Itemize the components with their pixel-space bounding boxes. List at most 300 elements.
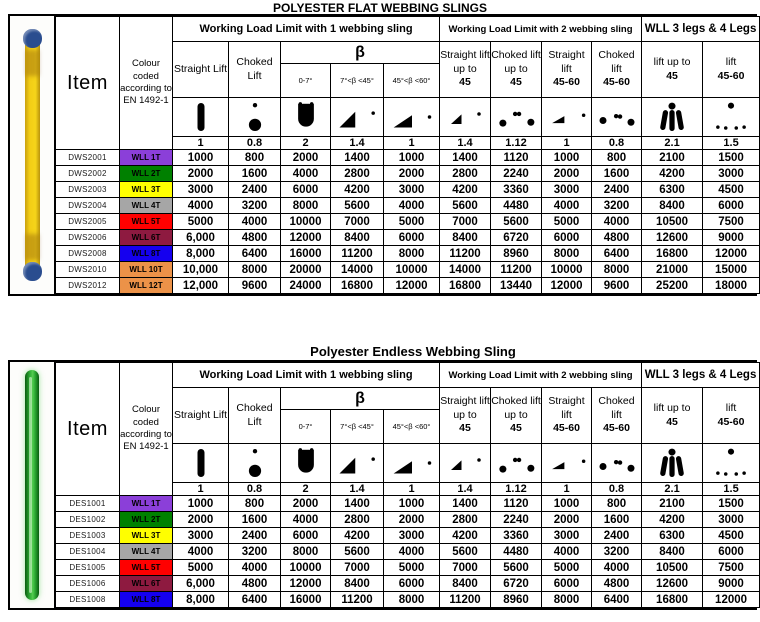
- value-cell: 12000: [542, 278, 592, 294]
- value-cell: 4500: [703, 528, 760, 544]
- value-cell: 1000: [542, 496, 592, 512]
- factor-cell: 2: [281, 483, 331, 496]
- item-header: Item: [56, 363, 120, 496]
- two-leg-straight-45-60-header: Straight lift 45-60: [542, 388, 592, 444]
- value-cell: 4200: [642, 166, 703, 182]
- value-cell: 4000: [173, 198, 229, 214]
- value-cell: 1000: [384, 150, 440, 166]
- item-code: DES1006: [56, 576, 120, 592]
- value-cell: 3200: [592, 198, 642, 214]
- value-cell: 24000: [281, 278, 331, 294]
- wll-badge: WLL 8T: [120, 246, 173, 262]
- value-cell: 3000: [703, 166, 760, 182]
- table-row: [56, 246, 760, 262]
- value-cell: 7000: [440, 214, 491, 230]
- value-cell: 2000: [281, 496, 331, 512]
- yellow-flat-sling-image: [25, 30, 40, 280]
- value-cell: 8,000: [173, 246, 229, 262]
- group1-header: Working Load Limit with 1 webbing sling: [173, 17, 440, 42]
- item-code: DWS2010: [56, 262, 120, 278]
- factor-cell: 2.1: [642, 483, 703, 496]
- table-row: [56, 576, 760, 592]
- value-cell: 8000: [281, 544, 331, 560]
- value-cell: 14000: [440, 262, 491, 278]
- value-cell: 12600: [642, 576, 703, 592]
- choked-lift-icon: [229, 98, 281, 137]
- value-cell: 6000: [384, 230, 440, 246]
- value-cell: 3000: [384, 182, 440, 198]
- value-cell: 7000: [331, 560, 384, 576]
- value-cell: 5000: [173, 214, 229, 230]
- value-cell: 4000: [592, 560, 642, 576]
- endless-sling-photo: [10, 362, 55, 608]
- value-cell: 2000: [281, 150, 331, 166]
- item-code: DWS2002: [56, 166, 120, 182]
- value-cell: 8400: [331, 576, 384, 592]
- basket-45-60-icon: [384, 98, 440, 137]
- value-cell: 3000: [173, 182, 229, 198]
- value-cell: 9000: [703, 230, 760, 246]
- item-code: DWS2008: [56, 246, 120, 262]
- value-cell: 8400: [642, 198, 703, 214]
- factor-cell: 1: [542, 137, 592, 150]
- value-cell: 4800: [229, 230, 281, 246]
- value-cell: 7500: [703, 560, 760, 576]
- value-cell: 4480: [491, 544, 542, 560]
- value-cell: 11200: [440, 592, 491, 608]
- value-cell: 3000: [173, 528, 229, 544]
- value-cell: 6000: [703, 544, 760, 560]
- factor-cell: 1.4: [440, 137, 491, 150]
- value-cell: 10000: [281, 214, 331, 230]
- value-cell: 5000: [384, 214, 440, 230]
- four-leg-icon: [703, 444, 760, 483]
- value-cell: 6400: [592, 592, 642, 608]
- value-cell: 8400: [642, 544, 703, 560]
- endless-sling-title: Polyester Endless Webbing Sling: [310, 344, 516, 359]
- table-row: [56, 278, 760, 294]
- value-cell: 800: [592, 150, 642, 166]
- item-code: DES1008: [56, 592, 120, 608]
- basket-45-60-icon: [384, 444, 440, 483]
- wll-badge: WLL 4T: [120, 198, 173, 214]
- value-cell: 10500: [642, 214, 703, 230]
- value-cell: 4500: [703, 182, 760, 198]
- wll-badge: WLL 6T: [120, 230, 173, 246]
- value-cell: 1120: [491, 496, 542, 512]
- value-cell: 5600: [331, 544, 384, 560]
- value-cell: 6000: [281, 182, 331, 198]
- angle-45-60-header: 45°<β <60°: [384, 64, 440, 98]
- value-cell: 2800: [440, 166, 491, 182]
- value-cell: 20000: [281, 262, 331, 278]
- value-cell: 5000: [542, 560, 592, 576]
- angle-45-60-header: 45°<β <60°: [384, 410, 440, 444]
- two-leg-choked-45-60-icon: [592, 444, 642, 483]
- legs-lift-45-60-header: lift 45-60: [703, 388, 760, 444]
- value-cell: 8000: [229, 262, 281, 278]
- wll-badge: WLL 1T: [120, 150, 173, 166]
- value-cell: 7000: [440, 560, 491, 576]
- item-code: DES1001: [56, 496, 120, 512]
- wll-badge: WLL 5T: [120, 560, 173, 576]
- flat-slings-rows: [56, 150, 760, 294]
- two-leg-choked-45-icon: [491, 444, 542, 483]
- table-row: [56, 592, 760, 608]
- value-cell: 4800: [229, 576, 281, 592]
- value-cell: 4000: [542, 198, 592, 214]
- value-cell: 8000: [384, 592, 440, 608]
- value-cell: 10000: [384, 262, 440, 278]
- value-cell: 10500: [642, 560, 703, 576]
- value-cell: 6,000: [173, 230, 229, 246]
- value-cell: 8960: [491, 246, 542, 262]
- value-cell: 16000: [281, 246, 331, 262]
- value-cell: 2000: [542, 512, 592, 528]
- endless-sling-rows: [56, 496, 760, 608]
- choked-lift-icon: [229, 444, 281, 483]
- flat-slings-grid: [55, 16, 760, 294]
- factor-cell: 1.5: [703, 137, 760, 150]
- factor-cell: 1: [542, 483, 592, 496]
- value-cell: 2800: [440, 512, 491, 528]
- value-cell: 2800: [331, 512, 384, 528]
- value-cell: 3200: [592, 544, 642, 560]
- value-cell: 14000: [331, 262, 384, 278]
- group1-header: Working Load Limit with 1 webbing sling: [173, 363, 440, 388]
- value-cell: 16800: [642, 246, 703, 262]
- value-cell: 2000: [542, 166, 592, 182]
- two-leg-straight-45-icon: [440, 98, 491, 137]
- value-cell: 8400: [440, 230, 491, 246]
- value-cell: 12,000: [173, 278, 229, 294]
- value-cell: 2240: [491, 166, 542, 182]
- item-code: DWS2003: [56, 182, 120, 198]
- wll-badge: WLL 10T: [120, 262, 173, 278]
- value-cell: 4480: [491, 198, 542, 214]
- value-cell: 16000: [281, 592, 331, 608]
- table-row: [56, 150, 760, 166]
- table-row: [56, 198, 760, 214]
- value-cell: 1600: [592, 512, 642, 528]
- value-cell: 2100: [642, 150, 703, 166]
- value-cell: 7500: [703, 214, 760, 230]
- value-cell: 25200: [642, 278, 703, 294]
- value-cell: 1600: [229, 166, 281, 182]
- value-cell: 3200: [229, 544, 281, 560]
- value-cell: 2400: [229, 528, 281, 544]
- value-cell: 2100: [642, 496, 703, 512]
- item-code: DWS2004: [56, 198, 120, 214]
- value-cell: 8000: [542, 592, 592, 608]
- value-cell: 4800: [592, 576, 642, 592]
- item-code: DES1003: [56, 528, 120, 544]
- value-cell: 6000: [384, 576, 440, 592]
- value-cell: 9600: [592, 278, 642, 294]
- basket-0-7-icon: [281, 444, 331, 483]
- value-cell: 9600: [229, 278, 281, 294]
- value-cell: 3360: [491, 182, 542, 198]
- value-cell: 16800: [642, 592, 703, 608]
- endless-sling-grid: [55, 362, 760, 608]
- value-cell: 1000: [542, 150, 592, 166]
- two-leg-straight-45-icon: [440, 444, 491, 483]
- value-cell: 4000: [173, 544, 229, 560]
- flat-sling-photo: [10, 16, 55, 294]
- flat-slings-title: POLYESTER FLAT WEBBING SLINGS: [272, 1, 487, 15]
- table-row: [56, 560, 760, 576]
- value-cell: 3360: [491, 528, 542, 544]
- angle-0-7-header: 0-7°: [281, 410, 331, 444]
- value-cell: 12000: [281, 230, 331, 246]
- value-cell: 6000: [281, 528, 331, 544]
- value-cell: 3200: [229, 198, 281, 214]
- factor-cell: 1.12: [491, 483, 542, 496]
- group2-header: Working Load Limit with 2 webbing sling: [440, 17, 642, 42]
- value-cell: 6720: [491, 230, 542, 246]
- item-code: DES1004: [56, 544, 120, 560]
- green-endless-sling-image: [25, 370, 39, 600]
- three-leg-icon: [642, 98, 703, 137]
- value-cell: 5000: [173, 560, 229, 576]
- value-cell: 6720: [491, 576, 542, 592]
- value-cell: 12000: [703, 592, 760, 608]
- choked-lift-header: Choked Lift: [229, 42, 281, 98]
- four-leg-icon: [703, 98, 760, 137]
- value-cell: 12000: [281, 576, 331, 592]
- two-leg-straight-45-header: Straight lift up to 45: [440, 388, 491, 444]
- value-cell: 8000: [592, 262, 642, 278]
- basket-7-45-icon: [331, 444, 384, 483]
- choked-lift-header: Choked Lift: [229, 388, 281, 444]
- endless-sling-table: [8, 360, 757, 610]
- value-cell: 16800: [331, 278, 384, 294]
- table-row: [56, 182, 760, 198]
- value-cell: 4000: [281, 512, 331, 528]
- value-cell: 11200: [331, 246, 384, 262]
- beta-header: β: [281, 388, 440, 410]
- wll-badge: WLL 3T: [120, 528, 173, 544]
- value-cell: 6400: [229, 592, 281, 608]
- factor-cell: 2: [281, 137, 331, 150]
- value-cell: 5600: [491, 560, 542, 576]
- value-cell: 6400: [592, 246, 642, 262]
- angle-7-45-header: 7°<β <45°: [331, 64, 384, 98]
- value-cell: 2240: [491, 512, 542, 528]
- value-cell: 4000: [592, 214, 642, 230]
- value-cell: 5600: [440, 544, 491, 560]
- legs-lift-45-header: lift up to 45: [642, 388, 703, 444]
- value-cell: 2400: [592, 528, 642, 544]
- value-cell: 2400: [592, 182, 642, 198]
- value-cell: 2800: [331, 166, 384, 182]
- value-cell: 4200: [440, 528, 491, 544]
- value-cell: 6,000: [173, 576, 229, 592]
- factor-cell: 1: [173, 137, 229, 150]
- value-cell: 2000: [173, 512, 229, 528]
- value-cell: 1000: [384, 496, 440, 512]
- table-row: [56, 166, 760, 182]
- value-cell: 4000: [542, 544, 592, 560]
- value-cell: 4200: [440, 182, 491, 198]
- table-row: [56, 496, 760, 512]
- two-leg-choked-45-icon: [491, 98, 542, 137]
- value-cell: 1000: [173, 496, 229, 512]
- value-cell: 1000: [173, 150, 229, 166]
- value-cell: 12000: [384, 278, 440, 294]
- beta-header: β: [281, 42, 440, 64]
- value-cell: 6000: [703, 198, 760, 214]
- factor-cell: 0.8: [592, 137, 642, 150]
- value-cell: 7000: [331, 214, 384, 230]
- value-cell: 1500: [703, 496, 760, 512]
- value-cell: 2000: [384, 512, 440, 528]
- factor-cell: 2.1: [642, 137, 703, 150]
- value-cell: 4800: [592, 230, 642, 246]
- value-cell: 11200: [491, 262, 542, 278]
- straight-lift-icon: [173, 98, 229, 137]
- table-row: [56, 528, 760, 544]
- value-cell: 11200: [440, 246, 491, 262]
- value-cell: 5600: [331, 198, 384, 214]
- factor-cell: 1: [384, 483, 440, 496]
- value-cell: 8400: [331, 230, 384, 246]
- value-cell: 15000: [703, 262, 760, 278]
- value-cell: 6300: [642, 182, 703, 198]
- table-row: [56, 262, 760, 278]
- colour-code-header: Colour coded according to EN 1492-1: [120, 363, 173, 496]
- value-cell: 8400: [440, 576, 491, 592]
- value-cell: 12600: [642, 230, 703, 246]
- factor-cell: 1: [173, 483, 229, 496]
- factor-cell: 1.4: [331, 483, 384, 496]
- value-cell: 5000: [542, 214, 592, 230]
- value-cell: 3000: [542, 528, 592, 544]
- value-cell: 3000: [384, 528, 440, 544]
- two-leg-choked-45-header: Choked lift up to 45: [491, 42, 542, 98]
- value-cell: 2000: [173, 166, 229, 182]
- factor-cell: 0.8: [229, 483, 281, 496]
- wll-badge: WLL 1T: [120, 496, 173, 512]
- value-cell: 8000: [281, 198, 331, 214]
- table-row: [56, 230, 760, 246]
- factor-cell: 1.4: [331, 137, 384, 150]
- two-leg-choked-45-60-header: Choked lift 45-60: [592, 42, 642, 98]
- factor-cell: 1.4: [440, 483, 491, 496]
- three-leg-icon: [642, 444, 703, 483]
- value-cell: 5600: [491, 214, 542, 230]
- factor-cell: 1: [384, 137, 440, 150]
- factor-cell: 0.8: [229, 137, 281, 150]
- value-cell: 1500: [703, 150, 760, 166]
- value-cell: 800: [229, 496, 281, 512]
- value-cell: 1400: [440, 496, 491, 512]
- value-cell: 1600: [229, 512, 281, 528]
- legs-lift-45-60-header: lift 45-60: [703, 42, 760, 98]
- value-cell: 1400: [331, 150, 384, 166]
- item-code: DES1005: [56, 560, 120, 576]
- value-cell: 21000: [642, 262, 703, 278]
- two-leg-choked-45-header: Choked lift up to 45: [491, 388, 542, 444]
- value-cell: 6300: [642, 528, 703, 544]
- legs-lift-45-header: lift up to 45: [642, 42, 703, 98]
- colour-code-header: Colour coded according to EN 1492-1: [120, 17, 173, 150]
- value-cell: 3000: [542, 182, 592, 198]
- value-cell: 8,000: [173, 592, 229, 608]
- straight-lift-icon: [173, 444, 229, 483]
- two-leg-straight-45-60-icon: [542, 444, 592, 483]
- factor-cell: 0.8: [592, 483, 642, 496]
- wll-badge: WLL 5T: [120, 214, 173, 230]
- value-cell: 4000: [281, 166, 331, 182]
- group2-header: Working Load Limit with 2 webbing sling: [440, 363, 642, 388]
- value-cell: 5600: [440, 198, 491, 214]
- value-cell: 16800: [440, 278, 491, 294]
- wll-badge: WLL 12T: [120, 278, 173, 294]
- flat-slings-table: [8, 14, 757, 296]
- value-cell: 3000: [703, 512, 760, 528]
- item-code: DWS2006: [56, 230, 120, 246]
- item-code: DWS2005: [56, 214, 120, 230]
- value-cell: 11200: [331, 592, 384, 608]
- value-cell: 6000: [542, 230, 592, 246]
- value-cell: 6400: [229, 246, 281, 262]
- group3-header: WLL 3 legs & 4 Legs: [642, 17, 760, 42]
- two-leg-choked-45-60-header: Choked lift 45-60: [592, 388, 642, 444]
- value-cell: 13440: [491, 278, 542, 294]
- value-cell: 1600: [592, 166, 642, 182]
- table-row: [56, 214, 760, 230]
- value-cell: 12000: [703, 246, 760, 262]
- value-cell: 1120: [491, 150, 542, 166]
- item-code: DWS2012: [56, 278, 120, 294]
- item-header: Item: [56, 17, 120, 150]
- wll-badge: WLL 6T: [120, 576, 173, 592]
- value-cell: 8000: [542, 246, 592, 262]
- wll-badge: WLL 2T: [120, 512, 173, 528]
- two-leg-straight-45-60-header: Straight lift 45-60: [542, 42, 592, 98]
- factor-cell: 1.5: [703, 483, 760, 496]
- table-row: [56, 512, 760, 528]
- basket-0-7-icon: [281, 98, 331, 137]
- value-cell: 4000: [229, 214, 281, 230]
- value-cell: 8960: [491, 592, 542, 608]
- two-leg-straight-45-header: Straight lift up to 45: [440, 42, 491, 98]
- table-row: [56, 544, 760, 560]
- value-cell: 8000: [384, 246, 440, 262]
- group3-header: WLL 3 legs & 4 Legs: [642, 363, 760, 388]
- item-code: DWS2001: [56, 150, 120, 166]
- factor-cell: 1.12: [491, 137, 542, 150]
- two-leg-choked-45-60-icon: [592, 98, 642, 137]
- value-cell: 1400: [440, 150, 491, 166]
- value-cell: 1400: [331, 496, 384, 512]
- two-leg-straight-45-60-icon: [542, 98, 592, 137]
- wll-badge: WLL 2T: [120, 166, 173, 182]
- value-cell: 10000: [542, 262, 592, 278]
- value-cell: 800: [229, 150, 281, 166]
- value-cell: 5000: [384, 560, 440, 576]
- wll-badge: WLL 3T: [120, 182, 173, 198]
- value-cell: 6000: [542, 576, 592, 592]
- wll-badge: WLL 8T: [120, 592, 173, 608]
- basket-7-45-icon: [331, 98, 384, 137]
- value-cell: 4000: [229, 560, 281, 576]
- value-cell: 10,000: [173, 262, 229, 278]
- angle-7-45-header: 7°<β <45°: [331, 410, 384, 444]
- value-cell: 800: [592, 496, 642, 512]
- straight-lift-header: Straight Lift: [173, 388, 229, 444]
